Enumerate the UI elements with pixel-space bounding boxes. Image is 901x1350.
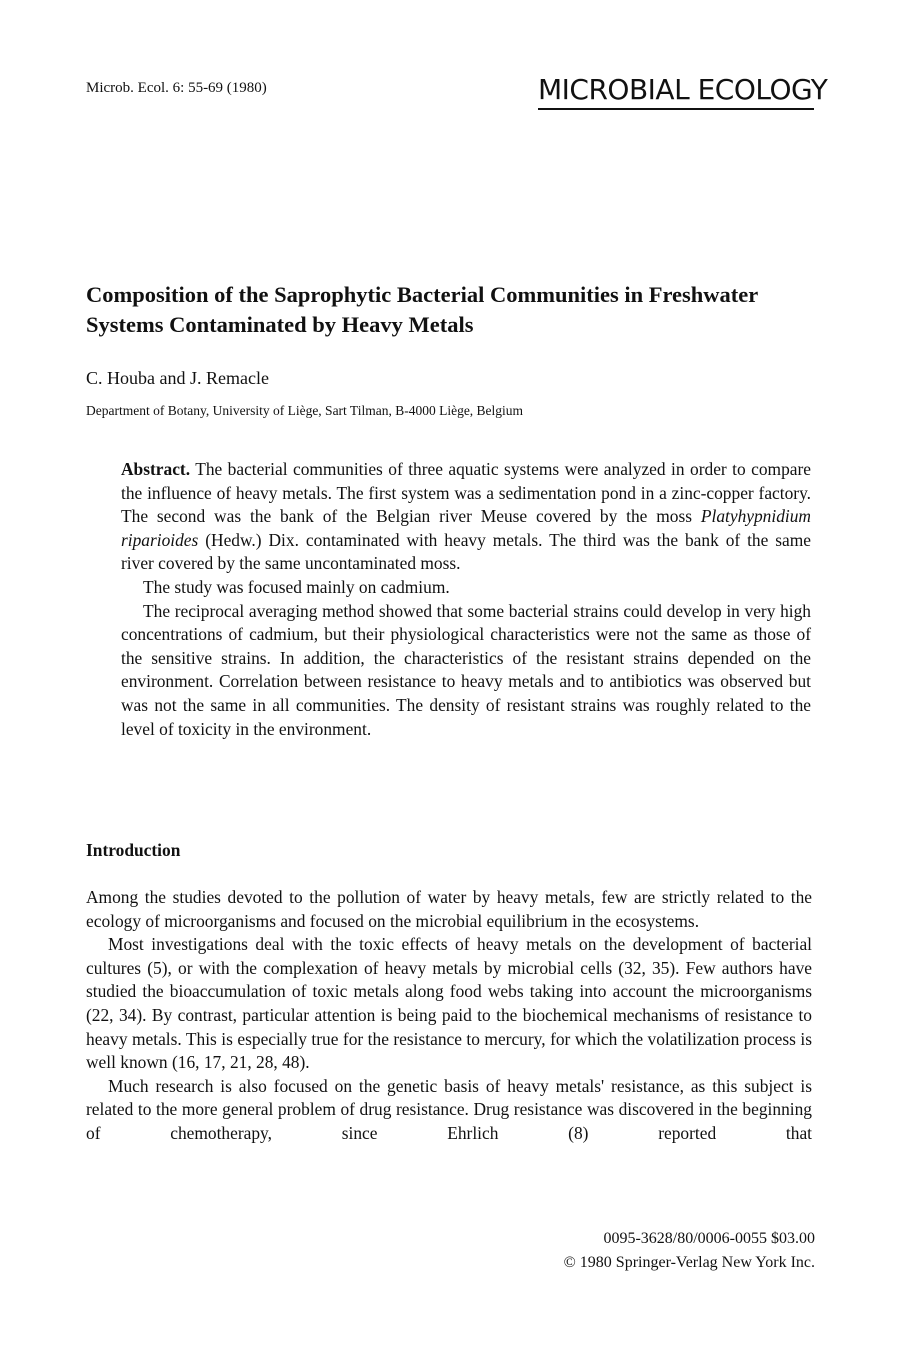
page-footer [564, 1227, 815, 1275]
abstract-paragraph-2: The study was focused mainly on cadmium. [143, 576, 450, 597]
species-name: Platyhypnidium riparioides [121, 506, 811, 550]
journal-logo: MICROBIAL ECOLOGY [538, 72, 814, 110]
abstract-text-1a: The bacterial communities of three aquatic systems were analyzed in order to compare the influence of heavy metals. The first system was a sedimentation pond in a zinc-copper factory. The second was the bank of the Belgian river Meuse covered by the moss [121, 459, 811, 527]
intro-paragraph-1: Among the studies devoted to the pollution of water by heavy metals, few are strictly related to the ecology of microorganisms and focused on the microbial equilibrium in the ecosystems. [86, 887, 812, 931]
article-authors: C. Houba and J. Remacle [86, 368, 269, 388]
introduction-heading: Introduction [86, 840, 181, 860]
abstract-paragraph-1 [121, 458, 811, 576]
abstract-label: Abstract. [121, 459, 191, 479]
abstract-section [121, 458, 811, 741]
intro-paragraph-3: Much research is also focused on the genetic basis of heavy metals' resistance, as this subject is related to the more general problem of drug resistance. Drug resistance was discovered in the beginning of chemotherapy, since Ehrlich (8) reported that [86, 1075, 812, 1143]
abstract-text-1b: (Hedw.) Dix. contaminated with heavy metals. The third was the bank of the same river covered by the same uncontaminated moss. [121, 529, 811, 574]
article-code: 0095-3628/80/0006-0055 $03.00 [603, 1230, 815, 1247]
journal-citation: Microb. Ecol. 6: 55-69 (1980) [86, 80, 267, 96]
abstract-paragraph-3: The reciprocal averaging method showed that some bacterial strains could develop in very high concentrations of cadmium, but their physiological characteristics were not the same as those of the sensitive strains. In addition, the characteristics of the resistant strains depended on the environment. Correlation between resistance to heavy metals and to antibiotics was observed but was not the same in all communities. The density of resistant strains was roughly related to the level of toxicity in the environment. [121, 600, 811, 739]
author-affiliation: Department of Botany, University of Liège, Sart Tilman, B-4000 Liège, Belgium [86, 403, 524, 418]
intro-paragraph-2: Most investigations deal with the toxic effects of heavy metals on the development of bacterial cultures (5), or with the complexation of heavy metals by microbial cells (32, 35). Few authors have studied the bioaccumulation of toxic metals along food webs taking into account the microorganisms (22, 34). By contrast, particular attention is being paid to the biochemical mechanisms of resistance to heavy metals. This is especially true for the resistance to mercury, for which the volatilization process is well known (16, 17, 21, 28, 48). [86, 934, 812, 1073]
introduction-body [86, 886, 812, 1146]
article-title: Composition of the Saprophytic Bacterial Communities in Freshwater Systems Contaminated by Heavy Metals [86, 282, 758, 337]
copyright-notice: © 1980 Springer-Verlag New York Inc. [563, 1254, 815, 1271]
